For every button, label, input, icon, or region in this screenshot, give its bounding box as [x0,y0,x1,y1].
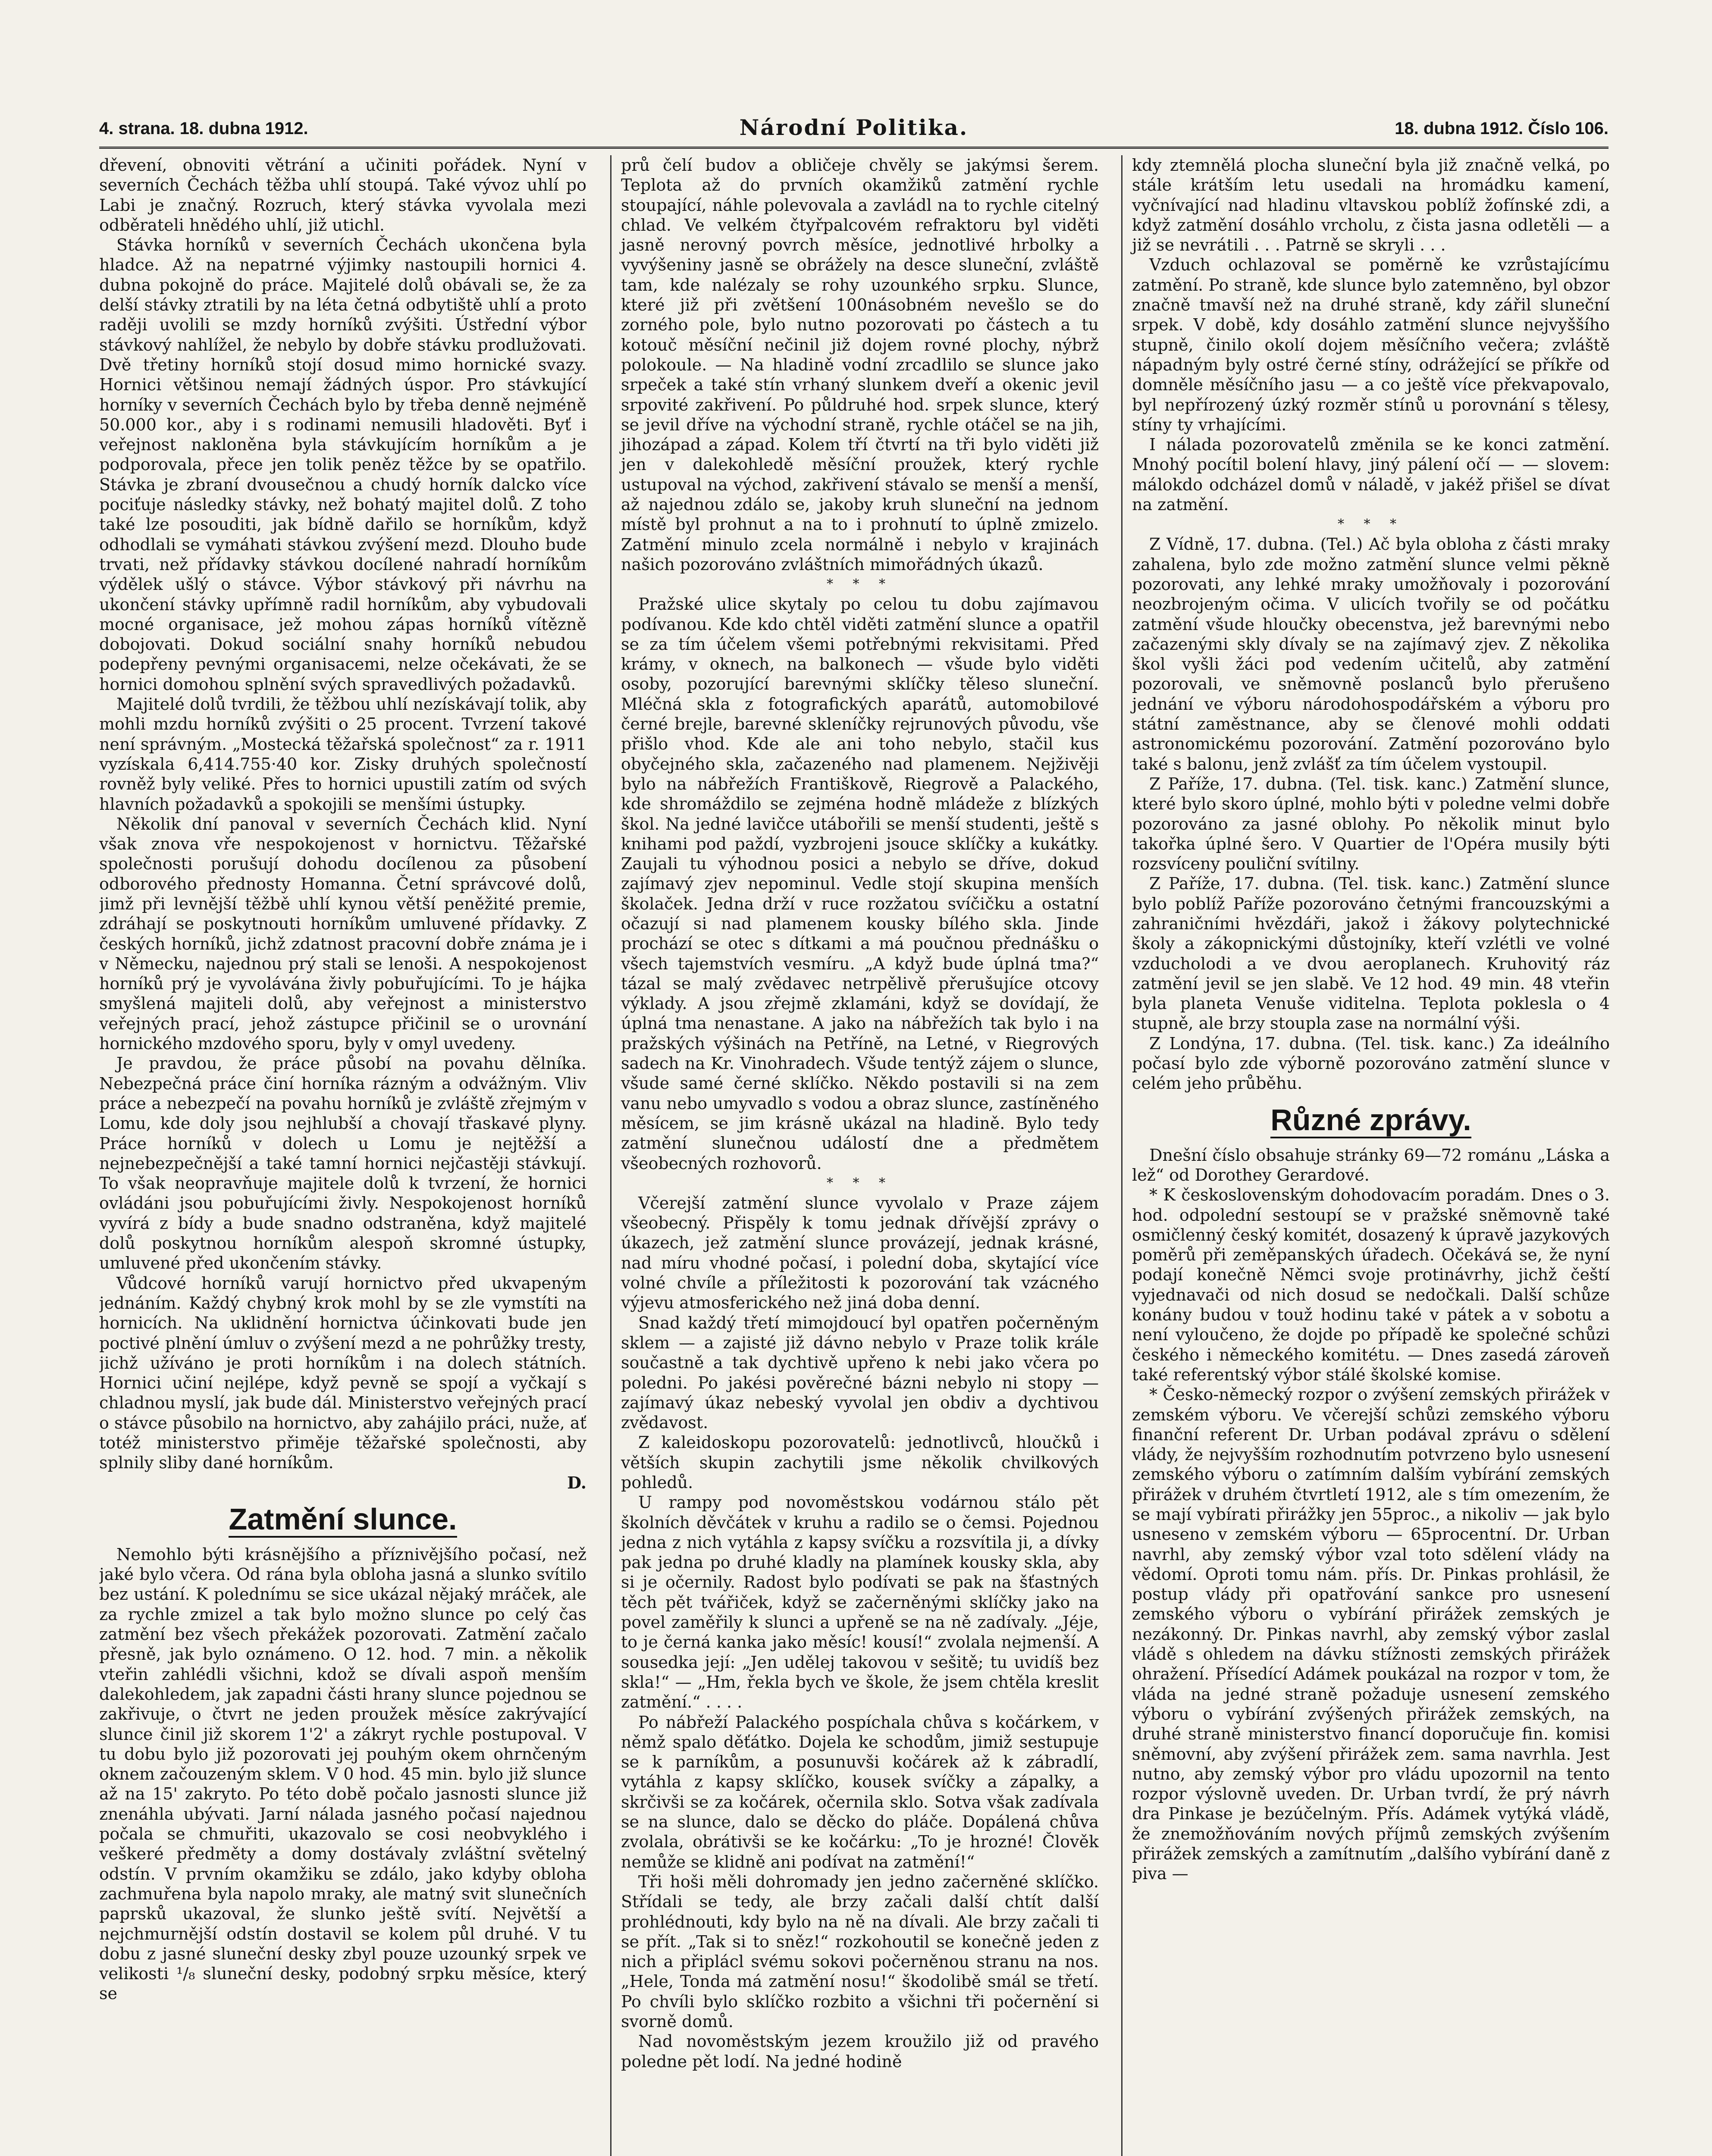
article-paragraph: Nemohlo býti krásnějšího a příznivějšího počasí, než jaké bylo včera. Od rána byla obloha jasná a slunko svítilo bez ustání. K polednímu se sice ukázal nějaký mráček, ale za rychle zmizel a tak bylo možno slunce po celý čas zatmění bez všech překážek pozorovati. Zatmění začalo přesně, jak bylo oznámeno. O 12. hod. 7 min. a několik vteřin zahlédli všichni, kdož se dívali aspoň menším dalekohledem, jak zapadni části hrany slunce pojednou se zakřivuje, o čtvrt ne jeden proužek měsíce zakrývající slunce činil již skorem 1'2' a zákryt rychle postupoval. V tu dobu bylo již pozorovati jej pouhým okem ohrnčeným oknem začouzeným sklem. V 0 hod. 45 min. bylo již slunce až na 15' zakryto. Po této době počalo jasnosti slunce již znenáhla ubývati. Jarní nálada jasného počasí najednou počala se chmuřiti, ukazovalo se cosi neobvyklého i veškeré předměty a domy dostávaly zvláštní světelný odstín. V prvním okamžiku se zdálo, jako kdyby obloha zachmuřena byla napolo mraky, ale matný svit slunečních paprsků ukazoval, že slunko ještě svítí. Největší a nejchmurnější odstín dostavil se kolem půl druhé. V tu dobu z jasné sluneční desky zbyl pouze uzounký srpek ve velikosti ¹/₈ sluneční desky, podobný srpku měsíce, který se [99,1545,586,2003]
article-paragraph: Dnešní číslo obsahuje stránky 69—72 románu „Láska a lež“ od Dorothey Gerardové. [1132,1145,1610,1185]
section-separator: * * * [826,577,894,592]
article-paragraph: Vzduch ochlazoval se poměrně ke vzrůstajícímu zatmění. Po straně, kde slunce bylo zatemněno, byl obzor značně tmavší než na druhé straně, kdy zářil sluneční srpek. V době, kdy dosáhlo zatmění slunce nejvyššího stupně, činilo okolí dojem měsíčního večera; zvláště nápadným byly ostré černé stíny, odrážející se příkře od domněle měsíčního jasu — a co ještě více překvapovalo, byl nepřírozený úzký rozměr stínů u porovnání s tělesy, stíny ty vrhajícími. [1132,255,1610,434]
article-paragraph: Nad novoměstským jezem kroužilo již od pravého poledne pět lodí. Na jedné hodině [621,2032,1099,2071]
misc-news-title: Různé zprávy. [1270,1103,1471,1138]
article-signature: D. [567,1473,586,1492]
article-paragraph: Po nábřeží Palackého pospíchala chůva s kočárkem, v němž spalo děťátko. Dojela ke schodům, jimiž sestupuje se k parníkům, a posunuvši kočárek až k zábradlí, vytáhla z kapsy sklíčko, kousek svíčky a zápalky, a skrčivši se za kočárek, očernila sklo. Sotva však zadívala se na slunce, dalo se děcko do pláče. Dopálená chůva zvolala, obrátivši se ke kočárku: „To je hrozné! Člověk nemůže se klidně ani podívat na zatmění!“ [621,1712,1099,1871]
article-paragraph: kdy ztemnělá plocha sluneční byla již značně velká, po stále krátším letu usedali na hromádku kamení, vyčnívající nad hladinu vltavskou poblíž žofínské zdi, a když zatmění dosáhlo vrcholu, z čista jasna odletěli — a již se nevrátili . . . Patrně se skryli . . . [1132,156,1610,255]
column-3 [1121,155,1610,2156]
article-paragraph: Několik dní panoval v severních Čechách klid. Nyní však znova vře nespokojenost v hornictvu. Těžařské společnosti porušují dohodu docílenou za působení odborového přednosty Homanna. Četní správcové dolů, jimž při levnější těžbě uhlí kynou větší peněžité premie, zdráhají se poskytnouti horníkům umluvené přídavky. Z českých horníků, jichž zdatnost pracovní dobře známa je i v Německu, najednou prý stali se lenoši. A nespokojenost horníků prý je vyvolávána živly pobuřujícími. To je hájka smyšlená majiteli dolů, aby veřejnost a ministerstvo veřejných prací, jehož zástupce přičinil se o urovnání hornického mzdového sporu, byly v omyl uvedeny. [99,814,586,1053]
eclipse-article-title: Zatmění slunce. [229,1502,457,1538]
article-paragraph: Z kaleidoskopu pozorovatelů: jednotlivců, hloučků i větších skupin zachytili jsme několik chvilkových pohledů. [621,1433,1099,1492]
article-paragraph: Z Paříže, 17. dubna. (Tel. tisk. kanc.) Zatmění slunce, které bylo skoro úplné, mohlo býti v poledne velmi dobře pozorováno za jasné oblohy. Po několik minut bylo takořka úplné šero. V Quartier de l'Opéra musily býti rozsvíceny pouliční svítilny. [1132,774,1610,874]
article-paragraph: Z Londýna, 17. dubna. (Tel. tisk. kanc.) Za ideálního počasí bylo zde výborně pozorováno zatmění slunce v celém jeho průběhu. [1132,1034,1610,1093]
article-paragraph: Včerejší zatmění slunce vyvolalo v Praze zájem všeobecný. Přispěly k tomu jednak dřívější zprávy o úkazech, jež zatmění slunce provázejí, jednak krásné, nad míru vhodné počasí, i polední doba, skytající více volné chvíle a příležitosti k pozorování tak vzácného výjevu atmosferického než jiná doba denní. [621,1193,1099,1313]
page-number-date: 4. strana. 18. dubna 1912. [99,119,308,138]
article-paragraph: U rampy pod novoměstskou vodárnou stálo pět školních děvčátek v kruhu a radilo se o čemsi. Pojednou jedna z nich vytáhla z kapsy svíčku a rozsvítila ji, a dívky pak jedna po druhé kladly na plamínek kousky skla, aby si je očernily. Radost bylo podívati se pak na šťastných těch pět tvářiček, když se začerněnými sklíčky jako na povel zaměřily k slunci a upřeně se na ně zadívaly. „Jéje, to je černá kanka jako měsíc! kousí!“ zvolala nejmenší. A sousedka její: „Jen udělej takovou v sešitě; tu uvidíš bez skla!“ — „Hm, řekla bych ve škole, že jsem chtěla kreslit zatmění.“ . . . . [621,1493,1099,1712]
article-paragraph: Pražské ulice skytaly po celou tu dobu zajímavou podívanou. Kde kdo chtěl viděti zatmění slunce a opatřil se za tím účelem všemi potřebnými rekvisitami. Před krámy, v oknech, na balkonech — všude bylo viděti osoby, pozorující barevnými sklíčky těleso sluneční. Mléčná skla z fotografických aparátů, automobilové černé brejle, barevné skleníčky rejrunových původu, vše přišlo vhod. Kde ale ani toho nebylo, stačil kus obyčejného skla, začazeného nad plamenem. Nejživěji bylo na nábřežích Františkově, Riegrově a Palackého, kde shromáždilo se zejména hodně mládeže z blízkých škol. Na jedné lavičce utábořili se menší studenti, ještě s knihami pod paždí, vyzbrojeni jsouce sklíčky a kukátky. Zaujali tu výhodnou posici a nebylo se dříve, dokud zajímavý zjev nepominul. Vedle stojí skupina menších školaček. Jedna drží v ruce rozžatou svíčičku a ostatní očazují si nad plamenem kousky bílého skla. Jinde prochází se otec s dítkami a má poučnou přednášku o všech tajemstvích vesmíru. „A když bude úplná tma?“ tázal se malý zvědavec netrpělivě přerušujíce otcovy výklady. A jsou zřejmě zklamáni, když se dovídají, že úplná tma nenastane. A jako na nábřežích tak bylo i na pražských výšinách na Petříně, na Letné, v Riegrových sadech na Kr. Vinohradech. Všude tentýž zájem o slunce, všude samé černé sklíčko. Někdo postavili si na zem vanu nebo umyvadlo s vodou a obraz slunce, zastíněného měsícem, se jim krásně ukázal na hladině. Bylo tedy zatmění slunečnou událostí dne a předmětem všeobecných rozhovorů. [621,595,1099,1173]
article-paragraph: Tři hoši měli dohromady jen jedno začerněné sklíčko. Střídali se tedy, ale brzy začali další chtít další prohlédnouti, kdy bylo na ně na dívali. Ale brzy začali ti se přít. „Tak si to sněz!“ rozkohoutil se konečně jeden z nich a připlácl svému sokovi počerněnou stranu na nos. „Hele, Tonda má zatmění nosu!“ škodolibě smál se třetí. Po chvíli bylo sklíčko rozbito a všichni tři počernění si svorně domů. [621,1872,1099,2031]
article-paragraph: Stávka horníků v severních Čechách ukončena byla hladce. Až na nepatrné výjimky nastoupili hornici 4. dubna pokojně do práce. Majitelé dolů obávali se, že za delší stávky ztratili by na léta četná odbytiště uhlí a proto raději uvolili se mzdy horníků zvýšiti. Ústřední výbor stávkový nahlížel, že nebylo by dobře stávku prodlužovati. Dvě třetiny horníků stojí dosud mimo hornické svazy. Hornici většinou nemají žádných úspor. Pro stávkující horníky v severních Čechách bylo by třeba denně nejméně 50.000 kor., aby i s rodinami nemusili hladověti. Byť i veřejnost nakloněna byla stávkujícím horníkům a je podporovala, přece jen tolik peněz těžce by se opatřilo. Stávka je zbraní dvousečnou a chudý horník dalcko více pociťuje následky stávky, než bohatý majitel dolů. Z toho také lze posouditi, jak bídně dařilo se horníkům, když odhodlali se vymáhati stávkou zvýšení mezd. Dlouho bude trvati, než přídavky stávkou docílené nahradí horníkům výdělek ušlý o stávce. Výbor stávkový při návrhu na ukončení stávky upřímně radil horníkům, aby vybudovali mocné organisace, jež mohou zápas horníků vítězně dobojovati. Dokud sociální snahy horníků nebudou podepřeny pevnými organisacemi, nelze očekávati, že se hornici domohou splnění svých spravedlivých požadavků. [99,235,586,694]
article-paragraph: Z Paříže, 17. dubna. (Tel. tisk. kanc.) Zatmění slunce bylo poblíž Paříže pozorováno četnými francouzskými a zahraničními hvězdáři, jakož i žákovy polytechnické školy a zákopnickými důstojníky, kteří vzlétli ve volné vzducholodi a ve dvou aeroplanech. Kruhovitý ráz zatmění jevil se jen slabě. Ve 12 hod. 49 min. 48 vteřin byla planeta Venuše viditelna. Teplota poklesla o 4 stupně, ale brzy stoupla zase na normální výši. [1132,874,1610,1033]
column-1 [99,155,586,2156]
article-paragraph: Vůdcové horníků varují hornictvo před ukvapeným jednáním. Každý chybný krok mohl by se zle vymstíti na hornicích. Na uklidnění hornictva účinkovati bude jen poctivé plnění úmluv o zvýšení mezd a ne pohrůžky tresty, jichž užíváno je proti horníkům i na dolech státních. Hornici učiní nejlépe, když pevně se spojí a vyčkají s chladnou myslí, jak bude dál. Ministerstvo veřejných prací o stávce působilo na hornictvo, aby zahájilo práci, nuže, ať totéž ministerstvo přiměje těžařské společnosti, aby splnily sliby dané horníkům. [99,1273,586,1473]
section-separator: * * * [826,1175,894,1191]
article-paragraph: Majitelé dolů tvrdili, že těžbou uhlí nezískávají tolik, aby mohli mzdu horníků zvýšiti o 25 procent. Tvrzení takové není správným. „Mostecká těžařská společnost“ za r. 1911 vyzískala 6,414.755·40 kor. Zisky druhých společností rovněž byly veliké. Přes to hornici upustili zatím od svých hlavních požadavků a spokojili se menšími ústupky. [99,695,586,814]
article-paragraph: prů čelí budov a obličeje chvěly se jakýmsi šerem. Teplota až do prvních okamžiků zatmění rychle stoupající, náhle polevovala a zavládl na to rychle citelný chlad. Ve velkém čtyřpalcovém refraktoru byl viděti jasně nerovný povrch měsíce, jednotlivé hrbolky a vyvýšeniny jasně se obrážely na desce sluneční, zvláště tam, kde nalézaly se rohy uzounkého srpku. Slunce, které již při zvětšení 100násobném nevešlo se do zorného pole, bylo nutno pozorovati po částech a tu kotouč měsíční nečinil již dojem rovné plochy, nýbrž polokoule. — Na hladině vodní zrcadlilo se slunce jako srpeček a také stín vrhaný slunkem dveří a okenic jevil srpovité zakřivení. Po půldruhé hod. srpek slunce, který se jevil dříve na východní straně, rychle otáčel se na jih, jihozápad a západ. Kolem tří čtvrtí na tři bylo viděti již jen v dalekohledě měsíční proužek, který rychle ustupoval na východ, zakřivení stávalo se menší a menší, až najednou zdálo se, jakoby kruh sluneční na jednom místě byl prohnut a na to i prohnutí to úplně zmizelo. Zatmění minulo zcela normálně i nebylo v krajinách našich pozorováno zvláštních mimořádných úkazů. [621,156,1099,574]
article-paragraph: * Česko-německý rozpor o zvýšení zemských přirážek v zemském výboru. Ve včerejší schůzi zemského výboru finanční referent Dr. Urban podával zprávu o sdělení vlády, že nejvyšším rozhodnutím potvrzeno bylo usnesení zemského výboru o zatímním dalším vybírání zemských přirážek v druhém čtvrtletí 1912, ale s tím omezením, že se mají vybírati přirážky jen 55proc., a nikoliv — jak bylo usneseno v zemském výboru — 65procentní. Dr. Urban navrhl, aby zemský výbor vzal toto sdělení vlády na vědomí. Oproti tomu nám. přís. Dr. Pinkas prohlásil, že postup vlády při opatřování sankce pro usnesení zemského výboru o vybírání přirážek zemských je nezákonný. Dr. Pinkas navrhl, aby zemský výbor zaslal vládě s ohledem na dávku stížnosti zemských přirážek ohražení. Přísedící Adámek poukázal na rozpor v tom, že vláda na jedné straně požaduje usnesení zemského výboru o vybírání zvýšených přirážek zemských, na druhé straně ministerstvo financí doporučuje fin. komisi sněmovní, aby zvýšení přirážek zem. sama navrhla. Jest nutno, aby zemský výbor pro vládu upozornil na tento rozpor výslovně uveden. Dr. Urban tvrdí, že prý návrh dra Pinkase je bezúčelným. Přís. Adámek vytýká vládě, že znemožňováním nových příjmů zemských zvýšením přirážek zemských a zamítnutím „dalšího vybírání daně z piva — [1132,1385,1610,1883]
article-paragraph: dřevení, obnoviti větrání a učiniti pořádek. Nyní v severních Čechách těžba uhlí stoupá. Také vývoz uhlí po Labi je značný. Rozruch, který stávka vyvolala mezi odběrateli hnědého uhlí, již utichl. [99,156,586,235]
article-paragraph: Z Vídně, 17. dubna. (Tel.) Ač byla obloha z části mraky zahalena, bylo zde možno zatmění slunce velmi pěkně pozorovati, any lehké mraky umožňovaly i pozorování neozbrojeným očima. V ulicích tvořily se od počátku zatmění všude hloučky obecenstva, jež barevnými nebo začazenými skly dívaly se na zajímavý zjev. Z několika škol vyšli žáci pod vedením učitelů, aby zatmění pozorovali, ve sněmovně poslanců bylo přerušeno jednání ve výboru národohospodářském a výboru pro státní zaměstnance, aby se členové mohli oddati astronomickému pozorování. Zatmění pozorováno bylo také s balonu, jenž zvlášť za tím účelem vystoupil. [1132,535,1610,774]
section-separator: * * * [1337,517,1405,532]
article-paragraph: Snad každý třetí mimojdoucí byl opatřen počerněným sklem — a zajisté již dávno nebylo v Praze tolik krále součastně a tak dychtivě upřeno k nebi jako včera po poledni. Po jakési pověrečné bázni nebylo ni stopy — zajímavý úkaz nebeský vyvolal jen obdiv a dychtivou zvědavost. [621,1313,1099,1432]
column-2 [610,155,1099,2156]
newspaper-title: Národní Politika. [739,115,969,140]
article-paragraph: * K československým dohodovacím poradám. Dnes o 3. hod. odpolední sestoupí se v pražské sněmovně také osmičlenný český komitét, dosazený k úpravě jazykových poměrů při zeměpanských úřadech. Očekává se, že nyní podají konečně Němci svoje protinávrhy, jichž čeští vyjednavači od nich dosud se nedočkali. Další schůze konány budou v touž hodinu také v pátek a v sobotu a není vyloučeno, že dojde po případě ke společné schůzi českého i německého komitétu. — Dnes zasedá zároveň také referentský výbor stálé školské komise. [1132,1185,1610,1384]
article-paragraph: Je pravdou, že práce působí na povahu dělníka. Nebezpečná práce činí horníka rázným a odvážným. Vliv práce a nebezpečí na povahu horníků je zvláště zřejmým v Lomu, kde doly jsou nejhlubší a chovají třaskavé plyny. Práce horníků v dolech u Lomu je nejtěžší a nejnebezpečnější a také tamní hornici nejčastěji stávkují. To však neopravňuje majitele dolů k tvrzení, že hornici ovládáni jsou pobuřujícími živly. Nespokojenost horníků vyvírá z bídy a bude snadno odstraněna, když majitelé dolů poskytnou horníkům alespoň skromné ústupky, umluvené před ukončením stávky. [99,1054,586,1273]
running-header [99,112,1609,149]
article-paragraph: I nálada pozorovatelů změnila se ke konci zatmění. Mnohý pocítil bolení hlavy, jiný pálení očí — — slovem: málokdo odcházel domů v náladě, v jakéž přišel se dívat na zatmění. [1132,435,1610,514]
newspaper-page [99,112,1609,2156]
section-heading [1132,1100,1610,1139]
article-heading [99,1500,586,1539]
issue-date-number: 18. dubna 1912. Číslo 106. [1395,119,1609,138]
